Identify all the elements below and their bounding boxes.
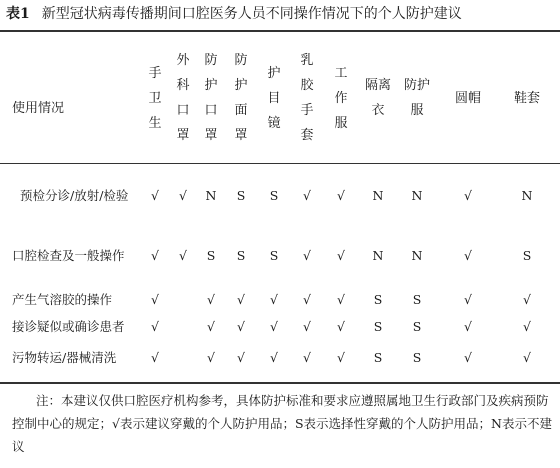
- table-cell: √: [237, 292, 245, 307]
- column-header-text: 防: [234, 53, 248, 68]
- header-rule: [0, 163, 560, 164]
- table-cell: √: [151, 248, 159, 263]
- column-header-text: 外: [176, 53, 190, 68]
- table-cell: [168, 346, 198, 370]
- column-header-text: 服: [410, 103, 424, 118]
- table-cell: S: [269, 188, 279, 203]
- table-title: 新型冠状病毒传播期间口腔医务人员不同操作情况下的个人防护建议: [41, 6, 462, 22]
- table-cell: √: [270, 350, 278, 365]
- table-cell: √: [303, 188, 311, 203]
- table-cell: N: [521, 188, 533, 203]
- table-row: [0, 288, 560, 312]
- row-label: 口腔检查及一般操作: [12, 248, 125, 263]
- column-header-text: 目: [267, 90, 281, 106]
- table-cell: √: [270, 292, 278, 307]
- table-cell: √: [237, 350, 245, 365]
- table-cell: √: [337, 350, 345, 365]
- column-header-text: 生: [148, 115, 162, 131]
- table-cell: S: [412, 292, 422, 307]
- table-cell: √: [179, 188, 187, 203]
- table-cell: S: [412, 350, 422, 365]
- table-cell: S: [236, 188, 246, 203]
- row-label: 产生气溶胶的操作: [12, 292, 113, 307]
- column-header-text: 护: [267, 65, 281, 81]
- column-header: [397, 36, 437, 160]
- column-header-text: 防: [204, 53, 218, 68]
- table-cell: √: [464, 319, 472, 334]
- row-label: 接诊疑似或确诊患者: [12, 319, 125, 334]
- column-header: [321, 36, 361, 160]
- table-cell: √: [464, 292, 472, 307]
- table-cell: √: [337, 248, 345, 263]
- row-label: 污物转运/器械清洗: [12, 350, 117, 365]
- table-cell: √: [270, 319, 278, 334]
- table-row: [0, 184, 560, 208]
- table-cell: S: [236, 248, 246, 263]
- column-header-text: 卫: [148, 90, 162, 106]
- table-caption: [6, 4, 462, 24]
- column-header-text: 口: [176, 103, 190, 118]
- table-row: [0, 346, 560, 370]
- column-header: [448, 36, 488, 160]
- table-cell: √: [179, 248, 187, 263]
- table-cell: √: [464, 350, 472, 365]
- table-cell: √: [337, 319, 345, 334]
- table-cell: N: [205, 188, 217, 203]
- table-cell: √: [207, 350, 215, 365]
- column-header: [358, 36, 398, 160]
- table-cell: [168, 315, 198, 339]
- column-header-text: 工: [334, 65, 348, 81]
- column-header-text: 鞋套: [513, 90, 540, 106]
- column-header-text: 乳: [300, 53, 314, 68]
- table-cell: S: [269, 248, 279, 263]
- column-header-text: 手: [300, 103, 314, 118]
- table-cell: √: [523, 319, 531, 334]
- column-header-text: 胶: [300, 78, 314, 93]
- table-cell: N: [411, 188, 423, 203]
- table-cell: √: [237, 319, 245, 334]
- table-cell: S: [373, 319, 383, 334]
- table-cell: √: [303, 292, 311, 307]
- column-header-text: 护: [204, 78, 218, 93]
- table-cell: S: [522, 248, 532, 263]
- table-cell: √: [464, 248, 472, 263]
- table-cell: S: [373, 292, 383, 307]
- column-header-text: 罩: [234, 128, 248, 143]
- table-cell: √: [207, 319, 215, 334]
- table-cell: S: [412, 319, 422, 334]
- table-cell: √: [151, 188, 159, 203]
- table-note: 注：本建议仅供口腔医疗机构参考，具体防护标准和要求应遵照属地卫生行政部门及疾病预防控制中心的规定；√表示建议穿戴的个人防护用品；S表示选择性穿戴的个人防护用品；N表示不建议: [12, 393, 552, 454]
- bottom-rule: [0, 382, 560, 384]
- table-cell: √: [151, 292, 159, 307]
- table-row: [0, 315, 560, 339]
- table-cell: N: [372, 248, 384, 263]
- column-header-text: 镜: [267, 115, 281, 131]
- column-header-text: 手: [148, 65, 162, 81]
- table-cell: √: [337, 292, 345, 307]
- table-cell: √: [151, 350, 159, 365]
- table-label: 表1: [6, 6, 30, 22]
- column-header-text: 服: [334, 115, 348, 131]
- column-header-text: 罩: [176, 128, 190, 143]
- column-header-text: 护: [234, 78, 248, 93]
- table-cell: S: [373, 350, 383, 365]
- column-header-text: 隔离: [364, 78, 391, 93]
- column-header: [507, 36, 547, 160]
- table-cell: √: [337, 188, 345, 203]
- row-header: 使用情况: [12, 101, 65, 116]
- table-cell: √: [207, 292, 215, 307]
- column-header-text: 科: [176, 78, 190, 93]
- table-cell: [168, 288, 198, 312]
- table-cell: N: [411, 248, 423, 263]
- table-cell: √: [303, 350, 311, 365]
- table-cell: √: [523, 350, 531, 365]
- table-cell: √: [464, 188, 472, 203]
- column-header-text: 罩: [204, 128, 218, 143]
- row-label: 预检分诊/放射/检验: [20, 188, 129, 203]
- column-header-text: 圆帽: [454, 90, 481, 106]
- column-header-text: 套: [300, 128, 314, 143]
- table-row: [0, 244, 560, 268]
- top-rule: [0, 30, 560, 32]
- column-header-text: 口: [204, 103, 218, 118]
- column-header-text: 作: [334, 90, 348, 106]
- table-cell: √: [303, 248, 311, 263]
- table-cell: S: [206, 248, 216, 263]
- table-cell: √: [523, 292, 531, 307]
- table-cell: √: [151, 319, 159, 334]
- column-header-text: 面: [234, 103, 248, 118]
- column-header-text: 防护: [403, 78, 430, 93]
- table-cell: N: [372, 188, 384, 203]
- table-cell: √: [303, 319, 311, 334]
- column-header-text: 衣: [371, 103, 385, 118]
